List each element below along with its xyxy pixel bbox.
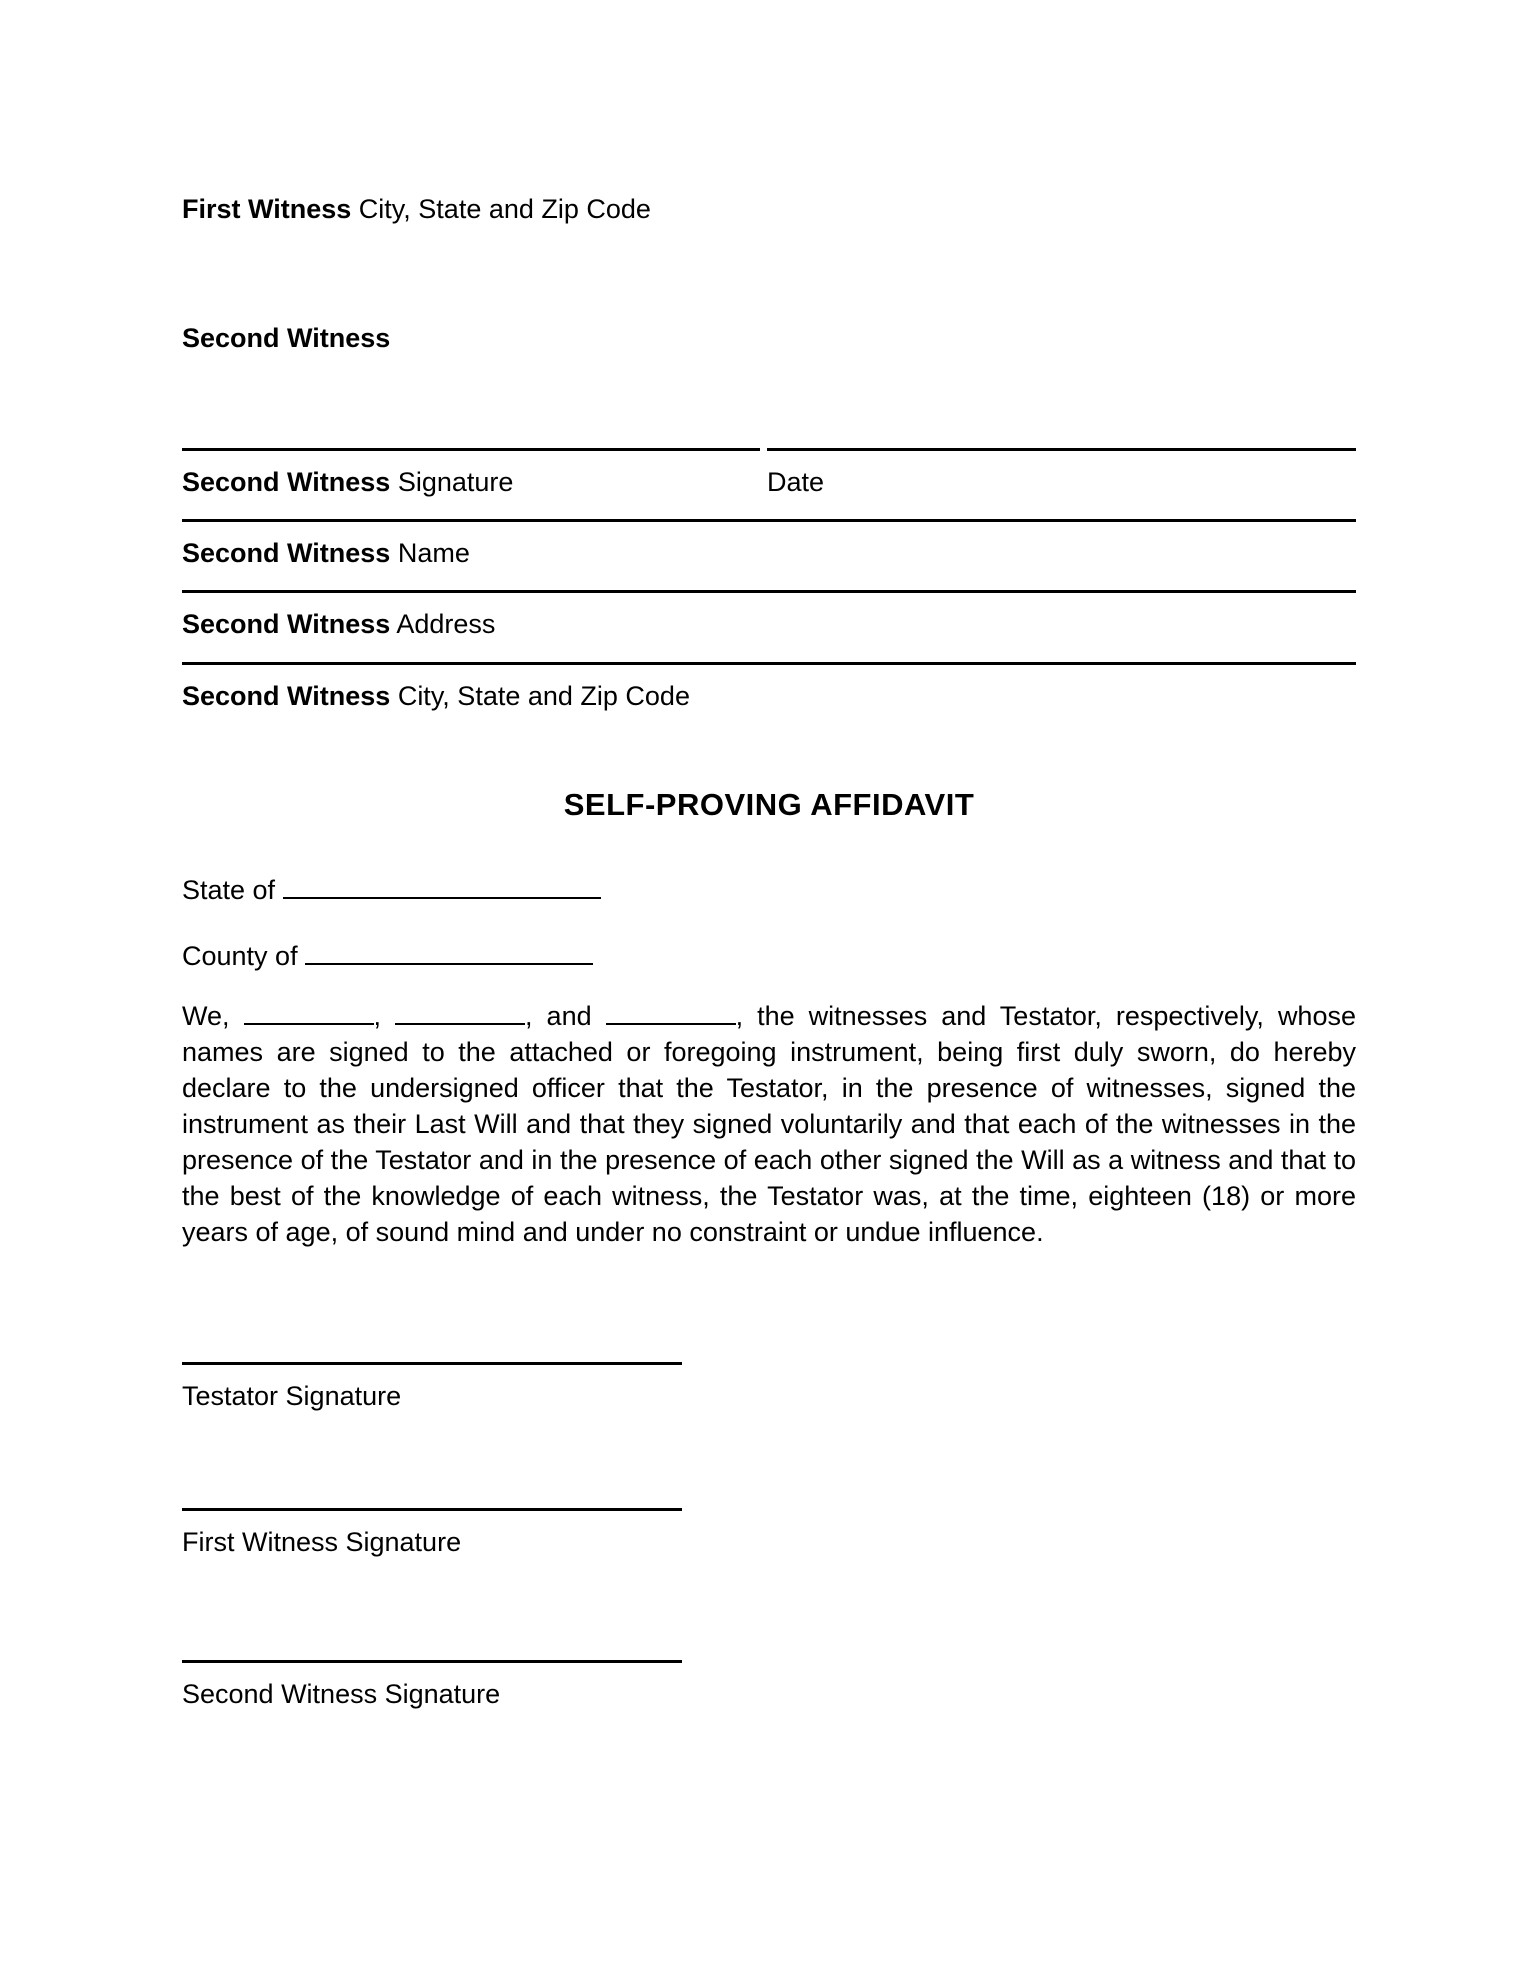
second-witness-name-label-bold: Second Witness (182, 538, 391, 568)
second-witness-name-field[interactable] (182, 519, 1356, 570)
witness-two-name-blank[interactable] (395, 999, 525, 1025)
affidavit-paragraph (182, 998, 1356, 1250)
first-witness-signature-label: First Witness Signature (182, 1527, 462, 1557)
first-witness-signature-field[interactable] (182, 1508, 682, 1559)
state-blank-line[interactable] (283, 873, 601, 899)
page-content (182, 0, 1356, 1711)
second-witness-city-label-rest: City, State and Zip Code (390, 681, 690, 711)
state-of-label: State of (182, 875, 283, 905)
date-label: Date (767, 467, 825, 497)
date-field[interactable] (767, 448, 1356, 499)
affidavit-title: SELF-PROVING AFFIDAVIT (563, 787, 975, 822)
first-witness-city-label-rest: City, State and Zip Code (351, 194, 651, 224)
second-witness-address-label-bold: Second Witness (182, 609, 391, 639)
paragraph-we-segment: We, (182, 1001, 244, 1031)
second-witness-signature-label-rest: Signature (390, 467, 514, 497)
first-witness-city-label (182, 0, 1356, 226)
state-of-line (182, 872, 1356, 908)
paragraph-body-segment: , the witnesses and Testator, respectively, whose names are signed to the attached or foregoing instrument, being first duly sworn, do hereby declare to the undersigned officer that the Testator, in the presence of witnesses, signed the instrument as their Last Will and that they signed voluntarily and that each of the witnesses in the presence of the Testator and in the presence of each other signed the Will as a witness and that to the best of the knowledge of each witness, the Testator was, at the time, eighteen (18) or more years of age, of sound mind and under no constraint or undue influence. (182, 1001, 1356, 1247)
testator-name-blank[interactable] (606, 999, 736, 1025)
second-witness-signature-date-row (182, 448, 1356, 499)
second-witness-address-field[interactable] (182, 590, 1356, 641)
county-blank-line[interactable] (305, 939, 593, 965)
second-witness-name-label-rest: Name (390, 538, 470, 568)
second-witness-heading: Second Witness (182, 323, 391, 353)
second-witness-city-label-bold: Second Witness (182, 681, 391, 711)
second-witness-signature-label: Second Witness Signature (182, 1679, 501, 1709)
first-witness-city-label-bold: First Witness (182, 194, 352, 224)
second-witness-address-label-rest: Address (390, 609, 496, 639)
paragraph-comma-segment: , (373, 1001, 396, 1031)
paragraph-and-segment: , and (525, 1001, 606, 1031)
second-witness-city-field[interactable] (182, 662, 1356, 713)
county-of-label: County of (182, 941, 306, 971)
witness-one-name-blank[interactable] (244, 999, 374, 1025)
testator-signature-label: Testator Signature (182, 1381, 402, 1411)
testator-signature-field[interactable] (182, 1362, 682, 1413)
second-witness-signature-field[interactable] (182, 448, 760, 499)
county-of-line (182, 938, 1356, 974)
second-witness-signature-label-bold: Second Witness (182, 467, 391, 497)
second-witness-signature-field[interactable] (182, 1660, 682, 1711)
